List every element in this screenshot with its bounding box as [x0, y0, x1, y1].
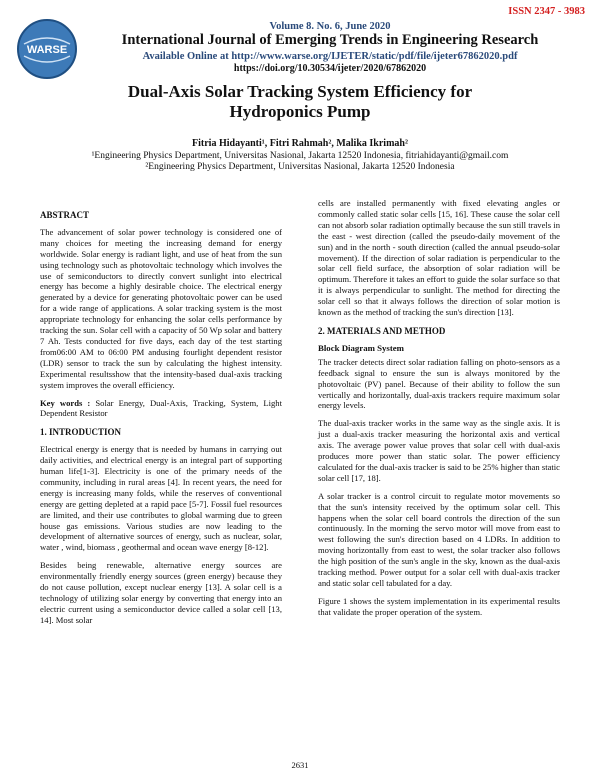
issn: ISSN 2347 - 3983 [508, 6, 585, 17]
affiliation-2: ²Engineering Physics Department, Universitas Nasional, Jakarta 12520 Indonesia [145, 162, 455, 172]
methods-paragraph: A solar tracker is a control circuit to regulate motor movements so that the sun's intensity received by the optimum solar cell. This happens when the solar cell board controls the direction of the sun continuously. In the morning the servo motor will move from east to west following the sun's direction based on 4 LDRs. In addition to moving horizontally from east to west, the solar tracker also follows the high position of the sun's angle in the sky, known as the dual-axis tracking method. Power output for a solar cell with dual-axis tracker and static solar cell tabulated for a day. [318, 490, 560, 588]
page-number: 2631 [291, 760, 309, 770]
abstract-heading: ABSTRACT [40, 210, 90, 220]
left-column [40, 202, 282, 633]
doi-link[interactable]: https://doi.org/10.30534/ijeter/2020/67862020 [233, 63, 427, 74]
methods-paragraph: The dual-axis tracker works in the same way as the single axis. It is just a dual-axis tracker measuring the horizontal axis and vertical axis. The average power value proves that solar cell with dual-axis produces more power than static solar. The power efficiency calculated for the dual-axis tracker is said to be 25% higher than static solar cell [17, 18]. [318, 418, 560, 483]
title-line-1: Dual-Axis Solar Tracking System Efficiency for [127, 82, 473, 101]
keywords-label: Key words : [40, 397, 91, 408]
right-column [318, 198, 560, 625]
affiliation-1: ¹Engineering Physics Department, Universitas Nasional, Jakarta 12520 Indonesia, fitriahidayanti@gmail.com [91, 151, 509, 161]
logo-text: WARSE [26, 44, 68, 56]
title-line-2: Hydroponics Pump [229, 102, 371, 121]
abstract-text: The advancement of solar power technology is considered one of many choices for meeting the increasing demand for energy worldwide. Solar energy is radiant light, and use of heat from the sun using technology such as photovoltaic technology which involves the use of semiconductors to directly convert sunlight into electrical energy has become a highly desirable choice. The electrical energy generated by a device for generating photovoltaic power can be used for a wide range of applications. A solar tracking system is the most appropriate technology for enhancing the solar cells performance by tracking the sun. Solar cell with a capacity of 50 Wp solar and battery 7 Ah. Tests conducted for five days, each day of the test starting from06:00 AM to 06:00 PM andusing fourlight dependent resistor (LDR) sensor to track the sun by calculating the highest intensity. Experimental resultsshow that the intensity-based dual-axis tracking system improves the overall efficiency. [40, 226, 282, 390]
methods-paragraph: The tracker detects direct solar radiation falling on photo-sensors as a feedback signal to ensure the sun is always monitored by the photovoltaic (PV) panel. Because of their ability to follow the sun vertically and horizontally, dual-axis trackers require maximum solar energy levels. [318, 356, 560, 411]
available-online-link[interactable]: Available Online at http://www.warse.org/IJETER/static/pdf/file/ijeter67862020.pdf [142, 51, 518, 62]
paper-title [0, 82, 600, 122]
continuation-paragraph: cells are installed permanently with fixed elevating angles or commonly called static solar cells [15, 16]. These cause the solar cell can not absorb solar radiation optimally because the sun still travels in the east - west direction (called the pseudo-daily movement of the sun) and in the north - south direction (called the annual pseudo-solar movement). If the direction of solar radiation is perpendicular to the solar cell field surface, the absorption of solar radiation will be optimum. Therefore it takes an effort to guide the solar surface so that it is always perpendicular to sunlight. The method for directing the solar cell so that it always follows the direction of solar motion is known as the method of tracking the sun's direction [13]. [318, 198, 560, 318]
methods-paragraph: Figure 1 shows the system implementation in its experimental results that validate the proper operation of the system. [318, 595, 560, 617]
block-diagram-heading: Block Diagram System [318, 342, 405, 353]
authors: Fitria Hidayanti¹, Fitri Rahmah², Malika Ikrimah² [192, 138, 408, 149]
intro-heading: 1. INTRODUCTION [40, 427, 122, 438]
volume-info: Volume 8. No. 6, June 2020 [269, 21, 391, 32]
intro-paragraph: Besides being renewable, alternative energy sources are environmentally friendly energy sources (green energy) because they do not cause pollution, except nuclear energy [13]. A solar cell is a technology of utilizing solar energy by converting that energy into an electric current using a semiconductor device called a solar cell [13, 14]. Most solar [40, 560, 282, 625]
keywords-text: Solar Energy, Dual-Axis, Tracking, System, Light Dependent Resistor [40, 397, 282, 419]
intro-paragraph: Electrical energy is energy that is needed by humans in carrying out daily activities, and electrical energy is an integral part of supporting human life[1-3]. Electricity is one of the primary needs of the community, including in rural areas [4]. In recent years, the need for energy is increasing many folds, while the reserves of conventional energy are getting depleted at a rapid pace [5-7]. Fossil fuel resources are limited, and their use contributes to global warming due to green house gas emissions. Various studies are now leading to the development of alternative sources of energy, such as nuclear, solar, water , wind, biomass , geothermal and ocean wave energy [8-12]. [40, 444, 282, 553]
methods-heading: 2. MATERIALS AND METHOD [318, 325, 446, 336]
keywords [40, 398, 282, 420]
journal-name: International Journal of Emerging Trends in Engineering Research [121, 32, 539, 48]
